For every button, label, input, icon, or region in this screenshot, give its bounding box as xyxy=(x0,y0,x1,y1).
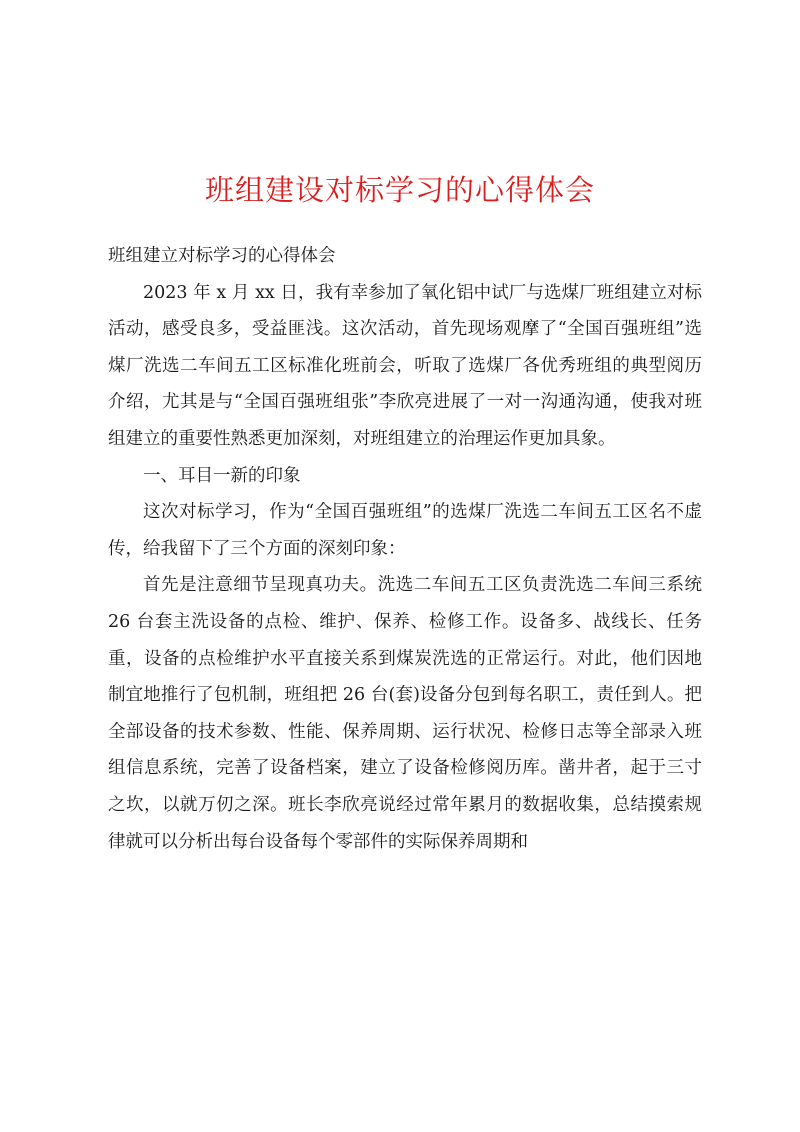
document-title: 班组建设对标学习的心得体会 xyxy=(204,173,595,207)
section-heading: 一、耳目一新的印象 xyxy=(143,465,301,486)
paragraph-details: 首先是注意细节呈现真功夫。洗选二车间五工区负责洗选二车间三系统 26 台套主洗设备的点检、维护、保养、检修工作。设备多、战线长、任务重，设备的点检维护水平直接关系到煤炭洗选的正常运行。对此，他们因地制宜地推行了包机制，班组把 26 台(套)设备分包到每名职工，责任到人。把全部设备的技术参数、性能、保养周期、运行状况、检修日志等全部录入班组信息系统，完善了设备档案，建立了设备检修阅历库。凿井者，起于三寸之坎，以就万仞之深。班长李欣亮说经过常年累月的数据收集，总结摸索规律就可以分析出每台设备每个零部件的实际保养周期和 xyxy=(108,575,702,852)
document-body xyxy=(108,238,702,860)
paragraph-impression: 这次对标学习，作为“全国百强班组”的选煤厂洗选二车间五工区名不虚传，给我留下了三个方面的深刻印象： xyxy=(108,502,702,559)
document-subtitle: 班组建立对标学习的心得体会 xyxy=(108,246,336,266)
paragraph-intro: 2023 年 x 月 xx 日，我有幸参加了氧化铝中试厂与选煤厂班组建立对标活动，感受良多，受益匪浅。这次活动，首先现场观摩了“全国百强班组”选煤厂洗选二车间五工区标准化班前会，听取了选煤厂各优秀班组的典型阅历介绍，尤其是与“全国百强班组张”李欣亮进展了一对一沟通沟通，使我对班组建立的重要性熟悉更加深刻，对班组建立的治理运作更加具象。 xyxy=(108,282,702,449)
